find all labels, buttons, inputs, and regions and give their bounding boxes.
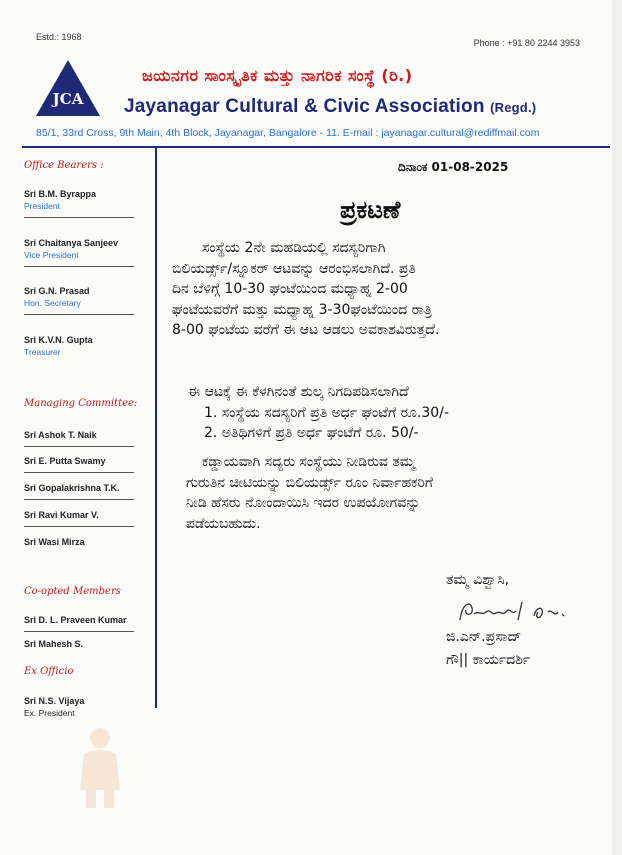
divider <box>24 314 134 315</box>
office-bearers-section <box>24 160 154 171</box>
ex-officio-member <box>24 696 154 718</box>
org-name-english-text: Jayanagar Cultural & Civic Association <box>124 96 485 117</box>
text-line: ಬಿಲಿಯರ್ಡ್ಸ್/ಸ್ನೂಕರ್ ಆಟವನ್ನು ಆರಂಭಿಸಲಾಗಿದೆ. ಪ್ರತಿ <box>172 260 416 277</box>
paragraph-timings <box>172 238 592 341</box>
divider <box>24 499 134 500</box>
committee-member-name: Sri Ashok T. Naik <box>24 430 97 440</box>
office-bearers-title: Office Bearers : <box>24 160 104 171</box>
regd-label: (Regd.) <box>490 100 537 115</box>
office-bearer <box>24 286 154 315</box>
office-bearer-role: Hon. Secretary <box>24 298 81 308</box>
text-line: ಪಡೆಯಬಹುದು. <box>186 515 261 532</box>
text-line: 8-00 ಘಂಟೆಯ ವರೆಗೆ ಈ ಆಟ ಆಡಲು ಅವಕಾಶವಿರುತ್ತದೆ. <box>172 322 440 338</box>
divider <box>24 526 134 527</box>
committee-member <box>24 510 154 527</box>
org-name-english <box>124 96 536 118</box>
ex-officio-role: Ex. President <box>24 708 75 718</box>
office-bearer-name: Sri K.V.N. Gupta <box>24 335 93 345</box>
faded-figure-watermark <box>70 720 130 810</box>
committee-member-name: Sri Ravi Kumar V. <box>24 510 99 520</box>
org-name-kannada: ಜಯನಗರ ಸಾಂಸ್ಕೃತಿಕ ಮತ್ತು ನಾಗರಿಕ ಸಂಸ್ಥೆ (ರಿ.) <box>142 66 413 85</box>
divider <box>24 266 134 267</box>
managing-committee-title: Managing Committee: <box>24 398 138 409</box>
text-line: ಸಂಸ್ಥೆಯ 2ನೇ ಮಹಡಿಯಲ್ಲಿ ಸದಸ್ಯರಿಗಾಗಿ <box>202 240 386 256</box>
fee-item: 1. ಸಂಸ್ಥೆಯ ಸದಸ್ಯರಿಗೆ ಪ್ರತಿ ಅರ್ಧ ಘಂಟೆಗೆ ರೂ.30/- <box>204 404 449 421</box>
office-bearer-name: Sri B.M. Byrappa <box>24 189 97 199</box>
address-line: 85/1, 33rd Cross, 9th Main, 4th Block, Jayanagar, Bangalore - 11. E-mail : jayanagar.cultural@rediffmail.com <box>36 127 540 139</box>
committee-member-name: Sri Wasi Mirza <box>24 537 85 547</box>
ex-officio-title: Ex Officio <box>24 666 74 677</box>
committee-member <box>24 430 154 447</box>
phone-number: Phone : +91 80 2244 3953 <box>473 38 580 48</box>
coopted-section <box>24 586 154 597</box>
coopted-title: Co-opted Members <box>24 586 121 597</box>
closing-salutation: ತಮ್ಮ ವಿಶ್ವಾಸಿ, <box>446 572 510 588</box>
notice-title: ಪ್ರಕಟಣೆ <box>340 196 401 224</box>
sidebar-divider <box>155 148 157 708</box>
fee-item: 2. ಅತಿಥಿಗಳಿಗೆ ಪ್ರತಿ ಅರ್ಧ ಘಂಟೆಗೆ ರೂ. 50/- <box>204 425 419 441</box>
office-bearer <box>24 335 154 357</box>
ex-officio-name: Sri N.S. Vijaya <box>24 696 85 706</box>
logo-letters: JCA <box>52 90 84 108</box>
text-line: ಈ ಆಟಕ್ಕೆ ಈ ಕೆಳಗಿನಂತೆ ಶುಲ್ಕ ನಿಗದಿಪಡಿಸಲಾಗಿದೆ <box>188 384 409 400</box>
committee-member <box>24 483 154 500</box>
office-bearer-role: Vice President <box>24 250 79 260</box>
text-line: ಗುರುತಿನ ಚೀಟಿಯನ್ನು ಬಿಲಿಯರ್ಡ್ಸ್ ರೂಂ ನಿರ್ವಾಹಕರಿಗೆ <box>186 474 433 491</box>
text-line: ಘಂಟೆಯವರೆಗೆ ಮತ್ತು ಮಧ್ಯಾಹ್ನ 3-30ಘಂಟೆಯಿಂದ ರಾತ್ರಿ <box>172 301 432 318</box>
coopted-member-name: Sri Mahesh S. <box>24 639 84 649</box>
header-divider <box>22 146 610 148</box>
paragraph-fees <box>188 382 588 444</box>
committee-member <box>24 537 154 547</box>
text-line: ನೀಡಿ ಹೆಸರು ನೋಂದಾಯಿಸಿ ಇದರ ಉಪಯೋಗವನ್ನು <box>186 495 421 511</box>
divider <box>24 217 134 218</box>
letter-date: ದಿನಾಂಕ 01-08-2025 <box>398 160 509 174</box>
office-bearer <box>24 238 154 267</box>
signer-name: ಜಿ.ಎನ್.ಪ್ರಸಾದ್ <box>446 629 522 645</box>
committee-member <box>24 456 154 473</box>
handwritten-signature <box>456 596 576 626</box>
committee-member-name: Sri E. Putta Swamy <box>24 456 106 466</box>
divider <box>24 446 134 447</box>
office-bearer-role: President <box>24 201 60 211</box>
managing-committee-section <box>24 398 154 409</box>
divider <box>24 631 134 632</box>
office-bearer-role: Treasurer <box>24 347 61 357</box>
office-bearer-name: Sri G.N. Prasad <box>24 286 90 296</box>
signer-role: ಗೌ|| ಕಾರ್ಯದರ್ಶಿ <box>446 652 531 668</box>
coopted-member <box>24 615 154 632</box>
office-bearer-name: Sri Chaitanya Sanjeev <box>24 238 119 248</box>
paragraph-registration <box>186 452 586 534</box>
association-logo <box>34 58 102 120</box>
ex-officio-section <box>24 666 154 677</box>
coopted-member-name: Sri D. L. Praveen Kumar <box>24 615 127 625</box>
divider <box>24 472 134 473</box>
text-line: ಕಡ್ಡಾಯವಾಗಿ ಸದ್ಯರು ಸಂಸ್ಥೆಯು ನೀಡಿರುವ ತಮ್ಮ <box>202 454 416 470</box>
coopted-member <box>24 639 154 649</box>
scan-edge <box>612 0 622 855</box>
text-line: ದಿನ ಬೆಳಿಗ್ಗೆ 10-30 ಘಂಟೆಯಿಂದ ಮಧ್ಯಾಹ್ನ 2-00 <box>172 281 408 297</box>
committee-member-name: Sri Gopalakrishna T.K. <box>24 483 120 493</box>
office-bearer <box>24 189 154 218</box>
established-year: Estd.: 1968 <box>36 32 82 42</box>
